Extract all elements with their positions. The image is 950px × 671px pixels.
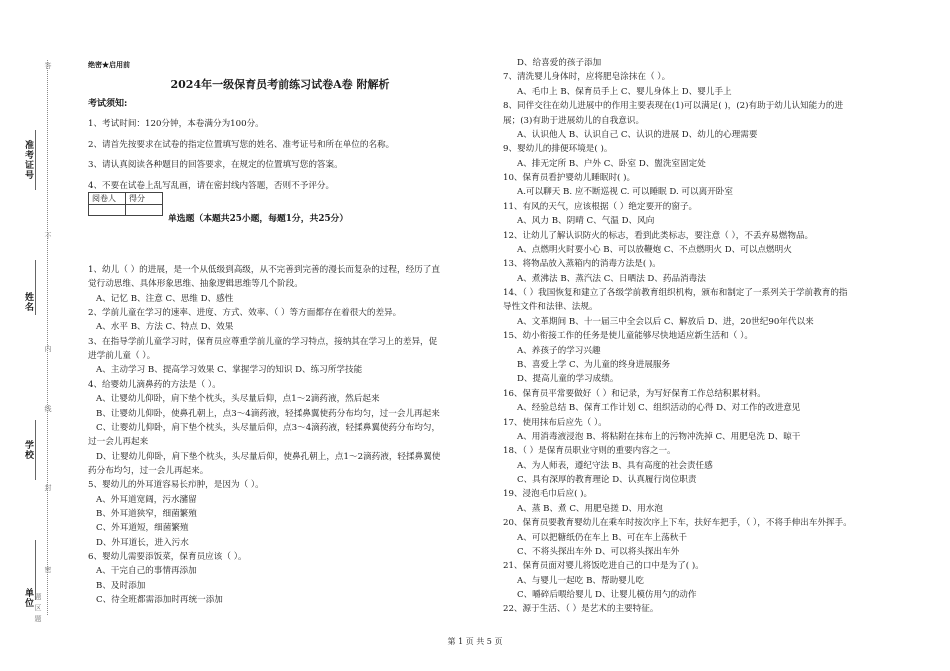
question-line: 4、给婴幼儿滴鼻药的方法是（ ）。 — [88, 379, 221, 390]
question-line: 过一会儿再起来 — [88, 437, 149, 448]
question-line: A、记忆 B、注意 C、思维 D、感性 — [96, 293, 234, 304]
question-line: 3、在指导学前儿童学习时，保育员应尊重学前儿童的学习特点，接纳其在学习上的差异，促 — [88, 336, 438, 347]
question-line: A、煮沸法 B、蒸汽法 C、日晒法 D、药品消毒法 — [517, 273, 706, 284]
question-line: A、让婴幼儿仰卧，肩下垫个枕头，头尽量后仰，点1～2滴药液，然后起来 — [96, 394, 380, 405]
question-line: 6、婴幼儿需要添饭菜，保育员应该（ ）。 — [88, 552, 247, 562]
question-line: 药分布均匀，过一会儿再起来。 — [88, 465, 209, 476]
seal-word: 答 — [44, 62, 52, 69]
notice-item: 4、不要在试卷上乱写乱画，请在密封线内答题，否则不予评分。 — [88, 180, 335, 191]
seal-word: 内 — [44, 345, 52, 352]
field-underline-unit — [35, 540, 36, 600]
corner-label: 题 — [34, 615, 42, 622]
question-line: A.可以聊天 B. 应不断巡视 C. 可以睡眠 D. 可以离开卧室 — [517, 187, 733, 198]
question-line: A、为人师表，遵纪守法 B、具有高度的社会责任感 — [517, 460, 713, 471]
question-line: 觉行动思维、具体形象思维、抽象逻辑思维等几个阶段。 — [88, 279, 303, 290]
question-line: D、让婴幼儿仰卧，肩下垫个枕头，头尽量后仰，使鼻孔朝上，点1～2滴药液，轻揉鼻翼使 — [96, 451, 441, 462]
question-line: 10、保育员看护婴幼儿睡眠时( )。 — [503, 173, 636, 184]
question-line: A、干完自己的事情再添加 — [96, 566, 197, 577]
section-title: 单选题（本题共25小题，每题1分，共25分） — [168, 214, 349, 224]
name-label: 姓名 — [23, 292, 33, 312]
reviewer-entry — [89, 205, 126, 216]
question-line: A、蒸 B、煮 C、用肥皂搓 D、用水泡 — [517, 503, 663, 514]
score-entry — [126, 205, 163, 216]
question-line: 12、让幼儿了解认识防火的标志，看到此类标志，要注意（ ），不丢弃易燃物品。 — [503, 230, 814, 241]
question-line: C、不将头探出车外 D、可以将头探出车外 — [517, 546, 680, 557]
unit-label: 单位 — [23, 588, 33, 608]
question-line: 5、婴幼儿的外耳道容易长疖肿，是因为（ ）。 — [88, 480, 264, 491]
question-line: 22、源于生活、（ ）是艺术的主要特征。 — [503, 604, 659, 615]
question-line: A、排无定所 B、户外 C、卧室 D、盥洗室固定处 — [517, 158, 706, 169]
question-line: A、主动学习 B、提高学习效果 C、掌握学习的知识 D、练习所学技能 — [96, 365, 363, 376]
notice-heading: 考试须知: — [88, 99, 128, 109]
question-line: A、经验总结 B、保育工作计划 C、组织活动的心得 D、对工作的改进意见 — [517, 403, 801, 414]
question-line: 导性文件和法律、法规。 — [503, 302, 598, 313]
corner-label: 区 — [34, 604, 42, 611]
question-line: B、及时添加 — [96, 580, 146, 591]
question-line: A、文革期间 B、十一届三中全会以后 C、解放后 D、进，20世纪90年代以来 — [517, 316, 814, 327]
question-line: 16、保育员平常要做好（ ）和记录，为写好保育工作总结积累材料。 — [503, 388, 766, 399]
question-line: A、用消毒液浸泡 B、将粘附在抹布上的污物冲洗掉 C、用肥皂洗 D、晾干 — [517, 431, 801, 442]
question-line: 1、幼儿（ ）的进展，是一个从低级到高级，从不完善到完善的漫长而复杂的过程，经历了直 — [88, 265, 440, 275]
question-line: 8、同伴交往在幼儿进展中的作用主要表现在(1)可以满足( )，(2)有助于幼儿认知能力的进 — [503, 101, 844, 112]
question-line: C、具有深厚的教育理论 D、认真履行岗位职责 — [517, 475, 697, 486]
question-line: 11、有风的天气，应该根据（ ）绝定要开的窗子。 — [503, 201, 698, 212]
question-line: A、毛巾上 B、保育员手上 C、婴儿身体上 D、婴儿手上 — [517, 86, 732, 97]
notice-item: 1、考试时间：120分钟，本卷满分为100分。 — [88, 119, 264, 129]
field-underline-name — [35, 260, 36, 315]
question-line: 18、（ ）是保育员职业守则的重要内容之一。 — [503, 446, 676, 457]
score-table — [88, 192, 163, 216]
question-line: 21、保育员面对婴儿将饭吃进自己的口中是为了( )。 — [503, 561, 704, 572]
question-line: 15、幼小衔接工作的任务是使儿童能够尽快地适应新生活和（ ）。 — [503, 331, 753, 342]
question-line: B、让婴幼儿仰卧，使鼻孔朝上，点3～4滴药液，轻揉鼻翼使药分布均匀，过一会儿再起来 — [96, 408, 440, 419]
seal-word: 密 — [44, 566, 52, 573]
field-underline-exam-id — [35, 130, 36, 190]
question-line: A、与婴儿一起吃 B、帮助婴儿吃 — [517, 575, 644, 586]
question-line: A、养孩子的学习兴趣 — [517, 345, 601, 356]
question-line: C、嚼碎后喂给婴儿 D、让婴儿模仿用勺的动作 — [517, 590, 697, 601]
question-line: A、水平 B、方法 C、特点 D、效果 — [96, 322, 234, 333]
question-line: 14、（ ）我国恢复和建立了各级学前教育组织机构，颁布和制定了一系列关于学前教育的指 — [503, 288, 848, 299]
question-line: D、给喜爱的孩子添加 — [517, 58, 602, 68]
field-underline-school — [35, 420, 36, 480]
exam-id-label: 准考证号 — [23, 140, 33, 180]
notice-item: 3、请认真阅读各种题目的回答要求，在规定的位置填写您的答案。 — [88, 160, 343, 170]
question-line: 13、将物品放入蒸箱内的消毒方法是( )。 — [503, 259, 661, 270]
reviewer-cell: 阅卷人 — [89, 193, 126, 205]
corner-label: 题 — [34, 593, 42, 600]
question-line: A、风力 B、阴晴 C、气温 D、风向 — [517, 216, 655, 227]
question-line: 17、使用抹布后应先（ ）。 — [503, 417, 607, 428]
page-title: 2024年一级保育员考前练习试卷A卷 附解析 — [170, 78, 390, 91]
question-line: A、认识他人 B、认识自己 C、认识的进展 D、幼儿的心理需要 — [517, 129, 758, 140]
seal-word: 不 — [44, 232, 52, 239]
question-line: A、外耳道宽阔，污水瀦留 — [96, 494, 197, 505]
question-line: B、外耳道狭窄，细菌繁殖 — [96, 508, 197, 519]
question-line: 7、清洗婴儿身体时，应将肥皂涂抹在（ ）。 — [503, 72, 671, 83]
question-line: D、外耳道长，进入污水 — [96, 537, 189, 548]
question-line: D、提高儿童的学习成绩。 — [517, 374, 619, 385]
question-line: 进学前儿童（ ）。 — [88, 351, 156, 362]
secret-mark: 绝密★启用前 — [88, 60, 130, 69]
question-line: B、喜爱上学 C、为儿童的终身进展服务 — [517, 359, 671, 370]
question-line: 19、浸泡毛巾后应( )。 — [503, 489, 593, 500]
notice-item: 2、请首先按要求在试卷的指定位置填写您的姓名、准考证号和所在单位的名称。 — [88, 139, 395, 150]
question-line: A、点燃明火时要小心 B、可以放鞭炮 C、不点燃明火 D、可以点燃明火 — [517, 244, 792, 255]
question-line: C、外耳道短，细菌繁殖 — [96, 523, 189, 534]
school-label: 学校 — [23, 440, 33, 460]
seal-dotted-line — [47, 60, 48, 615]
page-number: 第 1 页 共 5 页 — [447, 637, 503, 646]
question-line: C、让婴幼儿仰卧，肩下垫个枕头，头尽量后仰，点3～4滴药液，轻揉鼻翼使药分布均匀， — [96, 422, 441, 433]
question-line: 20、保育员要教育婴幼儿在乘车时按次序上下车，扶好车把手，（ ），不将手伸出车外挥手。 — [503, 518, 852, 529]
question-line: C、待全班都需添加时再统一添加 — [96, 595, 223, 606]
question-line: 2、学前儿童在学习的速率、进度、方式、效率、（ ）等方面都存在着很大的差异。 — [88, 308, 402, 319]
question-line: 展；(3)有助于进展幼儿的自我意识。 — [503, 115, 645, 126]
question-line: 9、婴幼儿的排便环境是( )。 — [503, 144, 613, 155]
score-cell: 得分 — [126, 193, 163, 205]
seal-word: 线 — [44, 405, 52, 412]
seal-word: 封 — [44, 484, 52, 491]
question-line: A、可以把糖纸仍在车上 B、可在车上荡秋千 — [517, 532, 687, 543]
